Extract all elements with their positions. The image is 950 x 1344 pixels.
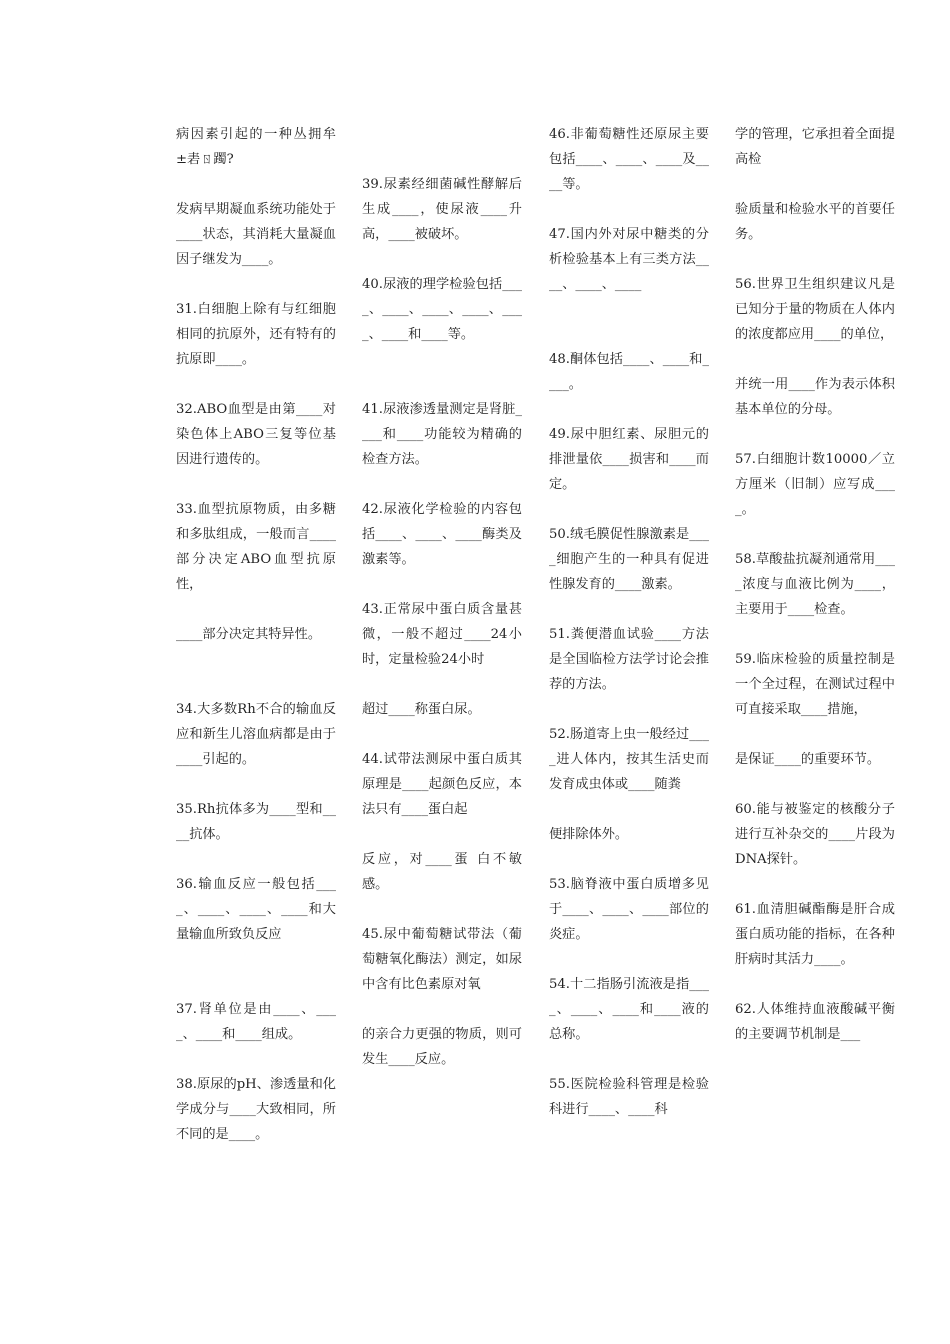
question-paragraph: 53.脑脊液中蛋白质增多见于____、____、____部位的炎症。 (549, 877, 709, 942)
question-paragraph: 47.国内外对尿中糖类的分析检验基本上有三类方法____、____、____ (549, 227, 709, 292)
paragraph-spacer (735, 622, 895, 647)
paragraph-spacer (735, 772, 895, 797)
paragraph-spacer (176, 1047, 336, 1072)
question-paragraph: 并统一用____作为表示体积基本单位的分母。 (735, 377, 895, 417)
paragraph-spacer (362, 347, 522, 372)
paragraph-spacer (549, 1047, 709, 1072)
paragraph-spacer (362, 997, 522, 1022)
question-paragraph: 38.原尿的pH、渗透量和化学成分与____大致相同，所不同的是____。 (176, 1077, 336, 1142)
question-paragraph: 46.非葡萄糖性还原尿主要包括____、____、____及____等。 (549, 127, 709, 192)
question-paragraph: 57.白细胞计数10000／立方厘米（旧制）应写成____。 (735, 452, 895, 517)
paragraph-spacer (549, 797, 709, 822)
question-paragraph: 44.试带法测尿中蛋白质其原理是____起颜色反应，本法只有____蛋白起 (362, 752, 522, 817)
paragraph-spacer (362, 472, 522, 497)
paragraph-spacer (176, 672, 336, 697)
paragraph-spacer (549, 397, 709, 422)
paragraph-spacer (176, 947, 336, 972)
paragraph-spacer (549, 847, 709, 872)
paragraph-spacer (735, 522, 895, 547)
paragraph-spacer (549, 597, 709, 622)
question-paragraph: 37.肾单位是由____、____、____和____组成。 (176, 1002, 336, 1042)
question-paragraph: 39.尿素经细菌碱性酵解后生成____，使尿液____升高，____被破坏。 (362, 177, 522, 242)
question-paragraph: 43.正常尿中蛋白质含量甚微，一般不超过____24小时，定量检验24小时 (362, 602, 522, 667)
paragraph-spacer (176, 972, 336, 997)
paragraph-spacer (735, 172, 895, 197)
question-paragraph: ____部分决定其特异性。 (176, 627, 322, 642)
paragraph-spacer (362, 247, 522, 272)
text-column-3 (549, 122, 709, 1122)
question-paragraph: 32.ABO血型是由第____对染色体上ABO三复等位基因进行遗传的。 (176, 402, 336, 467)
paragraph-spacer (362, 572, 522, 597)
paragraph-spacer (549, 322, 709, 347)
question-paragraph: 40.尿液的理学检验包括____、____、____、____、____、____和____等。 (362, 277, 522, 342)
question-paragraph: 45.尿中葡萄糖试带法（葡萄糖氧化酶法）测定，如尿中含有比色素原对氧 (362, 927, 522, 992)
paragraph-spacer (176, 847, 336, 872)
paragraph-spacer (362, 822, 522, 847)
paragraph-spacer (735, 347, 895, 372)
question-paragraph: 54.十二指肠引流液是指____、____、____和____液的总称。 (549, 977, 709, 1042)
paragraph-spacer (176, 597, 336, 622)
question-paragraph: 便排除体外。 (549, 827, 629, 842)
question-paragraph: 发病早期凝血系统功能处于____状态，其消耗大量凝血因子继发为____。 (176, 202, 336, 267)
paragraph-spacer (362, 897, 522, 922)
paragraph-spacer (362, 372, 522, 397)
question-paragraph: 62.人体维持血液酸碱平衡的主要调节机制是___ (735, 1002, 895, 1042)
paragraph-spacer (549, 497, 709, 522)
question-paragraph: 49.尿中胆红素、尿胆元的排泄量依____损害和____而定。 (549, 427, 709, 492)
text-column-4 (735, 122, 895, 1047)
question-paragraph: 60.能与被鉴定的核酸分子进行互补杂交的____片段为DNA探针。 (735, 802, 895, 867)
paragraph-spacer (362, 122, 522, 147)
paragraph-spacer (735, 972, 895, 997)
paragraph-spacer (735, 422, 895, 447)
question-paragraph: 42.尿液化学检验的内容包括____、____、____酶类及激素等。 (362, 502, 522, 567)
paragraph-spacer (362, 722, 522, 747)
paragraph-spacer (362, 147, 522, 172)
question-paragraph: 病因素引起的一种丛拥牟±砉ㄖ躅? (176, 127, 336, 167)
text-column-2 (362, 122, 522, 1072)
question-paragraph: 59.临床检验的质量控制是一个全过程，在测试过程中可直接采取____措施， (735, 652, 895, 717)
question-paragraph: 验质量和检验水平的首要任务。 (735, 202, 895, 242)
paragraph-spacer (176, 647, 336, 672)
text-column-1 (176, 122, 336, 1147)
question-paragraph: 是保证____的重要环节。 (735, 752, 881, 767)
paragraph-spacer (176, 772, 336, 797)
question-paragraph: 55.医院检验科管理是检验科进行____、____科 (549, 1077, 709, 1117)
paragraph-spacer (549, 697, 709, 722)
paragraph-spacer (735, 872, 895, 897)
paragraph-spacer (362, 672, 522, 697)
question-paragraph: 34.大多数Rh不合的输血反应和新生儿溶血病都是由于____引起的。 (176, 702, 336, 767)
paragraph-spacer (549, 197, 709, 222)
question-paragraph: 52.肠道寄上虫一般经过____进人体内，按其生活史而发育成虫体或____随粪 (549, 727, 709, 792)
paragraph-spacer (176, 372, 336, 397)
question-paragraph: 超过____称蛋白尿。 (362, 702, 481, 717)
question-paragraph: 35.Rh抗体多为____型和____抗体。 (176, 802, 336, 842)
paragraph-spacer (735, 247, 895, 272)
paragraph-spacer (549, 297, 709, 322)
paragraph-spacer (735, 722, 895, 747)
question-paragraph: 61.血清胆碱酯酶是肝合成蛋白质功能的指标，在各种肝病时其活力____。 (735, 902, 895, 967)
question-paragraph: 41.尿液渗透量测定是肾脏____和____功能较为精确的检查方法。 (362, 402, 522, 467)
paragraph-spacer (176, 172, 336, 197)
paragraph-spacer (176, 272, 336, 297)
question-paragraph: 学的管理，它承担着全面提高检 (735, 127, 895, 167)
paragraph-spacer (549, 947, 709, 972)
question-paragraph: 58.草酸盐抗凝剂通常用____浓度与血液比例为____，主要用于____检查。 (735, 552, 895, 617)
question-paragraph: 51.粪便潜血试验____方法是全国临检方法学讨论会推荐的方法。 (549, 627, 709, 692)
question-paragraph: 的亲合力更强的物质，则可发生____反应。 (362, 1027, 522, 1067)
question-paragraph: 50.绒毛膜促性腺激素是____细胞产生的一种具有促进性腺发育的____激素。 (549, 527, 709, 592)
question-paragraph: 31.白细胞上除有与红细胞相同的抗原外，还有特有的抗原即____。 (176, 302, 336, 367)
question-paragraph: 33.血型抗原物质，由多糖和多肽组成，一般而言____部分决定ABO血型抗原性， (176, 502, 336, 592)
question-paragraph: 56.世界卫生组织建议凡是已知分于量的物质在人体内的浓度都应用____的单位， (735, 277, 895, 342)
paragraph-spacer (176, 472, 336, 497)
question-paragraph: 36.输血反应一般包括____、____、____、____和大量输血所致负反应 (176, 877, 336, 942)
question-paragraph: 48.酮体包括____、____和____。 (549, 352, 709, 392)
question-paragraph: 反应，对____蛋 白不敏感。 (362, 852, 522, 892)
